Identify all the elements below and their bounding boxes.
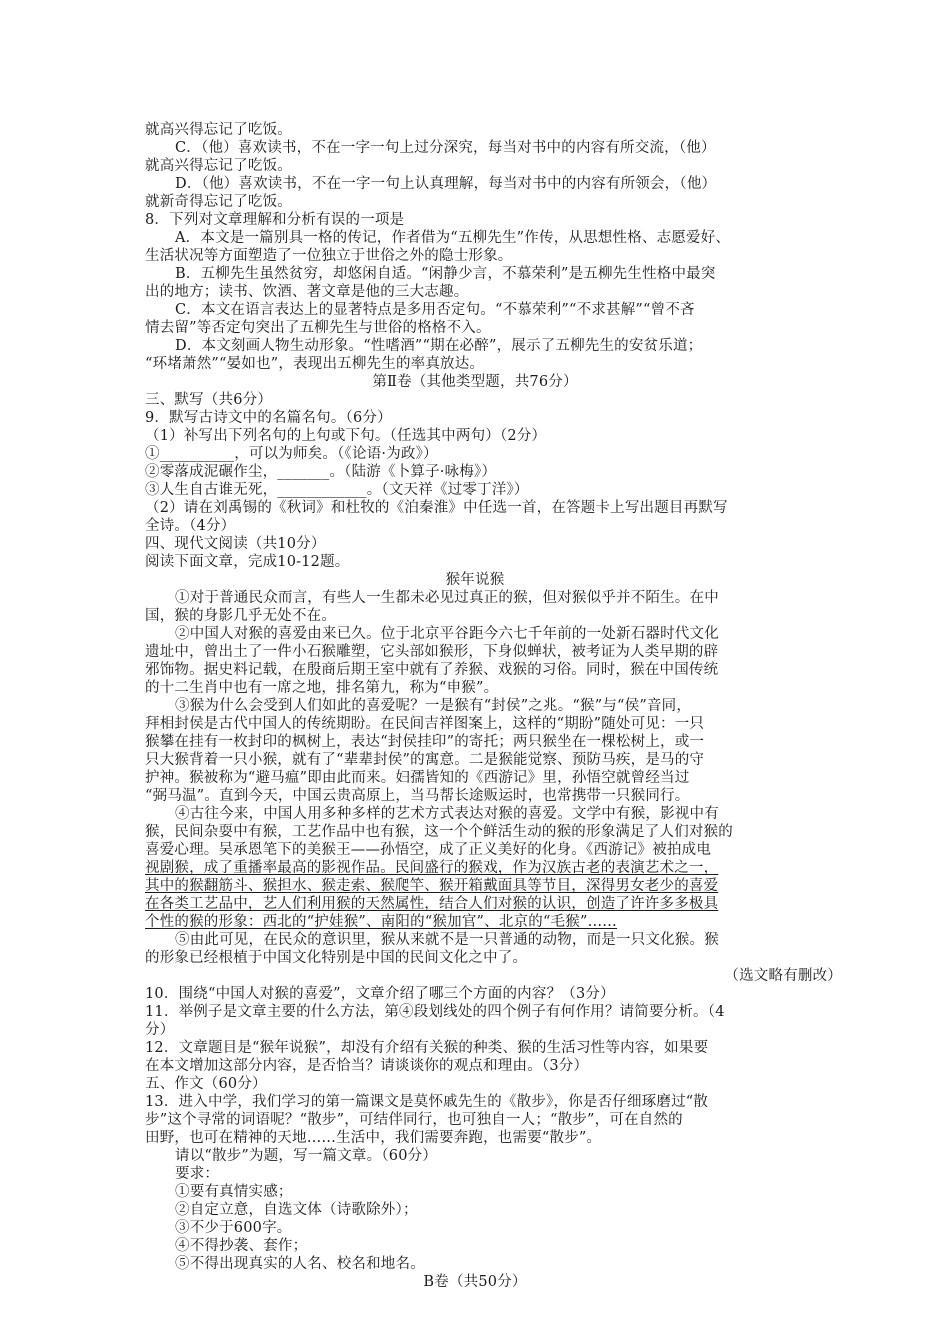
option-c: C．（他）喜欢读书，不在一字一句上过分深究，每当对书中的内容有所交流，（他）: [175, 140, 716, 156]
paragraph-line: ②中国人对猴的喜爱由来已久。位于北京平谷距今六七千年前的一处新石器时代文化: [175, 626, 719, 642]
section-heading: 第Ⅱ卷（其他类型题，共76分）: [372, 374, 578, 390]
section-heading: B卷（共50分）: [423, 1274, 527, 1290]
text-line: 生活状况等方面塑造了一位独立于世俗之外的隐士形象。: [145, 248, 513, 264]
requirement-item: ③不少于600字。: [175, 1220, 292, 1236]
paragraph-line: 护神。猴被称为“避马瘟”即由此而来。妇孺皆知的《西游记》里，孙悟空就曾经当过: [145, 770, 690, 786]
option-c: C．本文在语言表达上的显著特点是多用否定句。“不慕荣利”“不求甚解”“曾不吝: [175, 302, 695, 318]
paragraph-line: ③猴为什么会受到人们如此的喜爱呢？一是猴有“封侯”之兆。“猴”与“侯”音同，: [175, 698, 692, 714]
option-b: B．五柳先生虽然贫穷，却悠闲自适。“闲静少言，不慕荣利”是五柳先生性格中最突: [175, 266, 716, 282]
underlined-line: 其中的猴翻筋斗、猴担水、猴走索、猴爬竿、猴开箱戴面具等节目，深得男女老少的喜爱: [145, 878, 719, 894]
text-line: 在本文增加这部分内容，是否恰当？请谈谈你的观点和理由。（3分）: [145, 1058, 589, 1074]
fill-blank-line: ③人生自古谁无死，____________。（文天祥《过零丁洋》）: [145, 482, 529, 498]
paragraph-line: 邪饰物。据史料记载，在殷商后期王室中就有了养猴、戏猴的习俗。同时，猴在中国传统: [145, 662, 719, 678]
paragraph-line: 猴，民间杂耍中有猴，工艺作品中也有猴，这一个个鲜活生动的猴的形象满足了人们对猴的: [145, 824, 733, 840]
section-heading: 三、默写（共6分）: [145, 392, 273, 408]
text-line: 分）: [145, 1022, 175, 1038]
text-line: 全诗。（4分）: [145, 518, 236, 534]
paragraph-line: 遗址中，曾出土了一件小石猴雕塑，它头部如猴形，下身似蝉状，被考证为人类早期的辟: [145, 644, 719, 660]
question-13: 13．进入中学，我们学习的第一篇课文是莫怀戚先生的《散步》，你是否仔细琢磨过“散: [145, 1094, 709, 1110]
text-line: 步”这个寻常的词语呢？“散步”，可结伴同行，也可独自一人；“散步”，可在自然的: [145, 1112, 683, 1128]
text-line: （2）请在刘禹锡的《秋词》和杜牧的《泊秦淮》中任选一首，在答题卡上写出题目再默写: [145, 500, 728, 516]
paragraph-line: 的形象已经根植于中国文化特别是中国的民间文化之中了。: [145, 950, 528, 966]
paragraph-line: 只大猴背着一只小猴，就有了“辈辈封侯”的寓意。二是猴能觉察、预防马疾，是马的守: [145, 752, 705, 768]
text-line: 出的地方；读书、饮酒、著文章是他的三大志趣。: [145, 284, 469, 300]
text-line: 就新奇得忘记了吃饭。: [145, 194, 292, 210]
paragraph-line: 猴攀在挂有一枚封印的枫树上，表达“封侯挂印”的寄托；两只猴坐在一棵松树上，或一: [145, 734, 705, 750]
article-title: 猴年说猴: [445, 572, 505, 588]
paragraph-line: ①对于普通民众而言，有些人一生都未必见过真正的猴，但对猴似乎并不陌生。在中: [175, 590, 719, 606]
option-d: D．（他）喜欢读书，不在一字一句上认真理解，每当对书中的内容有所领会，（他）: [175, 176, 717, 192]
question-11: 11．举例子是文章主要的什么方法，第④段划线处的四个例子有何作用？请简要分析。（4: [145, 1004, 725, 1020]
requirement-item: ②自定立意，自选文体（诗歌除外）；: [175, 1202, 418, 1218]
underlined-line: 个性的猴的形象：西北的“护娃猴”、南阳的“猴加官”、北京的“毛猴”……: [145, 914, 617, 930]
text-line: 情去留”等否定句突出了五柳先生与世俗的格格不入。: [145, 320, 491, 336]
requirement-item: ④不得抄袭、套作；: [175, 1238, 308, 1254]
question-8: 8．下列对文章理解和分析有误的一项是: [145, 212, 405, 228]
section-heading: 五、作文（60分）: [145, 1076, 267, 1092]
text-line: “环堵萧然”“晏如也”，表现出五柳先生的率真放达。: [145, 356, 485, 372]
paragraph-line: 国，猴的身影几乎无处不在。: [145, 608, 337, 624]
requirements-label: 要求：: [175, 1166, 220, 1182]
text-line: 阅读下面文章，完成10-12题。: [145, 554, 350, 570]
source-note: （选文略有删改）: [724, 968, 842, 984]
question-9: 9．默写古诗文中的名篇名句。（6分）: [145, 410, 392, 426]
question-10: 10．围绕“中国人对猴的喜爱”，文章介绍了哪三个方面的内容？（3分）: [145, 986, 615, 1002]
requirement-item: ①要有真情实感；: [175, 1184, 293, 1200]
underlined-line: 视剧猴，成了重播率最高的影视作品。民间盛行的猴戏，作为汉族古老的表演艺术之一，: [145, 860, 719, 876]
text-line: （1）补写出下列名句的上句或下句。（任选其中两句）（2分）: [145, 428, 547, 444]
option-d: D．本文刻画人物生动形象。“性嗜酒”“期在必醉”，展示了五柳先生的安贫乐道；: [175, 338, 703, 354]
paragraph-line: 拜相封侯是古代中国人的传统期盼。在民间吉祥图案上，这样的“期盼”随处可见：一只: [145, 716, 705, 732]
text-line: 请以“散步”为题，写一篇文章。（60分）: [175, 1148, 438, 1164]
section-heading: 四、现代文阅读（共10分）: [145, 536, 326, 552]
paragraph-line: 的十二生肖中也有一席之地，排名第九，称为“申猴”。: [145, 680, 499, 696]
text-line: 就高兴得忘记了吃饭。: [145, 122, 292, 138]
text-line: 就高兴得忘记了吃饭。: [145, 158, 292, 174]
fill-blank-line: ①__________，可以为师矣。（《论语·为政》）: [145, 446, 438, 462]
underlined-line: 在各类工艺品中，艺人们利用猴的天然属性，结合人们对猴的认识，创造了许许多多极具: [145, 896, 719, 912]
paragraph-line: “弼马温”。直到今天，中国云贵高原上，当马帮长途贩运时，也常携带一只猴同行。: [145, 788, 690, 804]
text-line: 田野，也可在精神的天地……生活中，我们需要奔跑，也需要“散步”。: [145, 1130, 602, 1146]
fill-blank-line: ②零落成泥碾作尘，_______。（陆游《卜算子·咏梅》）: [145, 464, 497, 480]
paragraph-line: 喜爱心理。吴承恩笔下的美猴王——孙悟空，成了正义美好的化身。《西游记》被拍成电: [145, 842, 712, 858]
requirement-item: ⑤不得出现真实的人名、校名和地名。: [175, 1256, 425, 1272]
question-12: 12．文章题目是“猴年说猴”，却没有介绍有关猴的种类、猴的生活习性等内容，如果要: [145, 1040, 709, 1056]
paragraph-line: ⑤由此可见，在民众的意识里，猴从来就不是一只普通的动物，而是一只文化猴。猴: [175, 932, 719, 948]
paragraph-line: ④古往今来，中国人用多种多样的艺术方式表达对猴的喜爱。文学中有猴，影视中有: [175, 806, 719, 822]
option-a: A．本文是一篇别具一格的传记，作者借为“五柳先生”作传，从思想性格、志愿爱好、: [175, 230, 731, 246]
